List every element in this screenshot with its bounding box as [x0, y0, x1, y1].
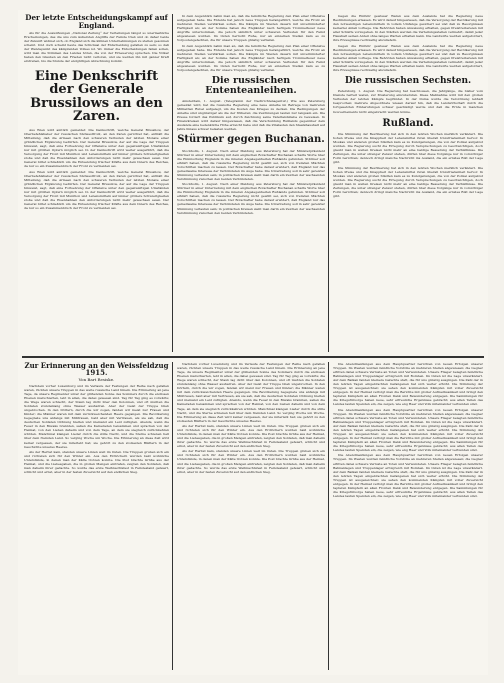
column-middle-bottom: [177, 362, 325, 670]
column-rule: [328, 14, 329, 352]
newspaper-page: [18, 10, 488, 675]
article-paragraph: Stockholm, 1. August. Nach einer Meldung aus Petersburg hat der Ministerpräsident Stürmer in einer Unterredung mit dem englischen Botschafter Buchanan scharfe Worte über die Einmischung Englands in die inneren Angelegenheiten Rußlands gefunden. Stürmer soll erklärt haben, daß die russische Regierung nicht gewillt sei, sich von fremden Mächten Vorschriften machen zu lassen. Der Botschafter habe darauf erwidert, daß England nur das gemeinsame Interesse der Verbündeten im Auge habe. Die Unterredung soll in sehr gereizter Stimmung verlaufen sein; in politischen Kreisen sieht man darin ein Zeichen der wachsenden Verstimmung zwischen den beiden Verbündeten.: [177, 182, 325, 215]
article-body: [177, 149, 325, 215]
article-paragraph: Amsterdam, 1. August. (Telegramm der Nachrichtenagentur.) Wie aus Petersburg gemeldet wird, hat die russische Regierung eine neue Anleihe im Betrage von mehreren Milliarden Rubel aufgelegt, um die Kosten des Krieges zu decken. Die Bedingungen der Anleihe sind ungünstiger als die der früheren; die Zeichnungen laufen nur langsam ein. Die Presse fordert das Publikum auf, durch Zeichnung seine Vaterlandsliebe zu beweisen. In Finanzkreisen wird darauf hingewiesen, daß die Verschuldung Rußlands gegenüber dem Auslande eine bedenkliche Höhe erreicht habe und daß die Zinslasten den Staatshaushalt auf Jahre hinaus schwer belasten werden.: [177, 98, 325, 132]
column-rule: [172, 14, 173, 352]
headline-stuermer-buchanan: Stürmer gegen Buchanan.: [177, 134, 325, 146]
article-paragraph: Als der Herbst kam, standen unsere Linien weit im Osten. Die Truppen gruben sich ein und richteten sich für den Winter ein. Aus den Erdlöchern wurden bald wohnliche Unterstände, in denen man der Kälte trotzen konnte. Die Post brachte Grüße aus der Heimat, und die Liebesgaben, die in großen Mengen eintrafen, zeigten den Soldaten, daß man daheim ihrer gedachte. So wurde das erste Weihnachtsfest in Feindesland gefeiert, schlicht und ernst, aber in der festen Zuversicht auf den endlichen Sieg.: [177, 423, 325, 449]
headline-weissfeldzug: Zur Erinnerung an den Weissfeldzug 1915.: [24, 362, 169, 378]
article-body: [24, 31, 169, 63]
headline-russland: Rußland.: [382, 117, 434, 129]
article-paragraph: Gegen die Einfuhr gewisser Waren aus dem Auslande hat die Regierung neue Bestimmungen erlassen. Es wird darauf hingewiesen, daß die Versorgung der Bevölkerung mit den notwendigen Lebensmitteln in vollem Umfange gesichert sei und daß zu Besorgnissen keinerlei Anlaß vorliege. Die Behörden haben Anweisung erhalten, gegen Preistreibereien mit aller Schärfe vorzugehen. In den Städten werden die Verteilungsstellen vermehrt, damit jeder Haushalt seinen Anteil ohne langes Warten erhalten kann. Die Landwirte werden aufgefordert, ihre Erzeugnisse rechtzeitig abzuliefern.: [333, 14, 483, 43]
article-paragraph: Die Abendmeldungen aus dem Hauptquartier berichten von neuen Erfolgen unserer Truppen. Im Westen wurden feindliche Vorstöße an mehreren Stellen abgewiesen; die Gegner erlitten dabei schwere Verluste an Toten und Verwundeten. Unsere Flieger belegten feindliche Bahnanlagen und Truppenlager erfolgreich mit Bomben. Im Osten ist die Lage unverändert. Auf dem Balkan fanden kleinere Gefechte statt, die für uns günstig ausgingen. Die Zahl der in den letzten Tagen eingebrachten Gefangenen hat sich weiter erhöht. Die Stimmung der Truppen ist ausgezeichnet; sie sehen den kommenden Kämpfen mit voller Zuversicht entgegen. In der Heimat verfolgt man die Berichte mit großer Aufmerksamkeit und bringt den tapferen Kämpfern an allen Fronten Dank und Bewunderung entgegen. Die Sammlungen für die Kriegsfürsorge haben neue, sehr erfreuliche Ergebnisse gebracht; aus allen Teilen des Landes laufen Spenden ein, die zeigen, wie eng Heer und Volk miteinander verbunden sind.: [333, 453, 483, 498]
headline-letzte-entscheidung: Der letzte Entscheidungskampf auf England.: [25, 14, 168, 30]
article-body: [333, 362, 483, 498]
article-body: [333, 14, 483, 72]
article-paragraph: Die Abendmeldungen aus dem Hauptquartier berichten von neuen Erfolgen unserer Truppen. Im Westen wurden feindliche Vorstöße an mehreren Stellen abgewiesen; die Gegner erlitten dabei schwere Verluste an Toten und Verwundeten. Unsere Flieger belegten feindliche Bahnanlagen und Truppenlager erfolgreich mit Bomben. Im Osten ist die Lage unverändert. Auf dem Balkan fanden kleinere Gefechte statt, die für uns günstig ausgingen. Die Zahl der in den letzten Tagen eingebrachten Gefangenen hat sich weiter erhöht. Die Stimmung der Truppen ist ausgezeichnet; sie sehen den kommenden Kämpfen mit voller Zuversicht entgegen. In der Heimat verfolgt man die Berichte mit großer Aufmerksamkeit und bringt den tapferen Kämpfern an allen Fronten Dank und Bewunderung entgegen. Die Sammlungen für die Kriegsfürsorge haben neue, sehr erfreuliche Ergebnisse gebracht; aus allen Teilen des Landes laufen Spenden ein, die zeigen, wie eng Heer und Volk miteinander verbunden sind.: [333, 407, 483, 453]
article-body: [24, 128, 169, 210]
article-paragraph: Als für die Auswirkungen „National Zeitung“ der Verteilungen längst so unermeßliche Erscheinungen, das die uns zum äußersten Angriffe der Feinde trieb und ob daher beide der Zukunft widmet sich, ob England sich die kühnen Unternehmungen zu stellen gesonnen scheint. Und doch scheint heute das Schicksal der Entscheidung gefallen zu sein; so daß der Wendepunkt des kämpfenden Volkes ist. Wo immer die Entscheidungen fallen sollen, wird man die Stimmen des Landes hören, die von der Erneuerung sprechen. Die Völker haben den Glauben an den Frieden nicht verloren, und sie werden ihn mit ganzer Kraft erstreben, bis die Stunde der endgültigen Abrechnung kommt.: [24, 31, 169, 64]
article-body: [177, 362, 325, 474]
column-rule: [172, 362, 173, 670]
headline-ententeanleihen: Die russischen Ententeanleihen.: [205, 74, 297, 96]
article-paragraph: In dem Augenblick nahm man an, daß die feindliche Regierung den Plan einer Offensive aufgegeben habe. Die Entente hat jedoch neue Truppen herangeführt, welche die Front an mehreren Stellen verstärken sollen. Die Kämpfe im Westen dauern mit unverminderter Heftigkeit an; an der Somme haben die Engländer nach heftigem Trommelfeuer neue Angriffe unternommen, die jedoch sämtlich unter schweren Verlusten für den Feind abgewiesen wurden. Im Osten herrscht Ruhe, nur an einzelnen Stellen kam es zu Vorpostengefechten, die für unsere Truppen günstig verliefen.: [177, 43, 325, 72]
article-paragraph: Als der Herbst kam, standen unsere Linien weit im Osten. Die Truppen gruben sich ein und richteten sich für den Winter ein. Aus den Erdlöchern wurden bald wohnliche Unterstände, in denen man der Kälte trotzen konnte. Die Post brachte Grüße aus der Heimat, und die Liebesgaben, die in großen Mengen eintrafen, zeigten den Soldaten, daß man daheim ihrer gedachte. So wurde das erste Weihnachtsfest in Feindesland gefeiert, schlicht und ernst, aber in der festen Zuversicht auf den endlichen Sieg.: [24, 449, 169, 475]
column-left-top: [24, 14, 169, 352]
article-body: [333, 89, 483, 113]
column-middle-top: [177, 14, 325, 352]
article-paragraph: Stockholm, 1. August. Nach einer Meldung aus Petersburg hat der Ministerpräsident Stürmer in einer Unterredung mit dem englischen Botschafter Buchanan scharfe Worte über die Einmischung Englands in die inneren Angelegenheiten Rußlands gefunden. Stürmer soll erklärt haben, daß die russische Regierung nicht gewillt sei, sich von fremden Mächten Vorschriften machen zu lassen. Der Botschafter habe darauf erwidert, daß England nur das gemeinsame Interesse der Verbündeten im Auge habe. Die Unterredung soll in sehr gereizter Stimmung verlaufen sein; in politischen Kreisen sieht man darin ein Zeichen der wachsenden Verstimmung zwischen den beiden Verbündeten.: [177, 148, 325, 181]
headline-denkschrift: Eine Denkschrift der Generale Brussilows an den Zaren.: [30, 68, 163, 125]
article-body: [333, 132, 483, 198]
article-paragraph: Nachdem vorher Luxemburg und im Verlaufe der Festungen der Reihe nach gefallen waren, rückten unsere Truppen in das weite russische Land hinein. Die Erinnerung an jene Tage, da unsere Regimenter unter der glühenden Sonne des Sommers durch die endlosen Ebenen marschierten, lebt in allen, die dabei gewesen sind. Tag für Tag ging es vorwärts; die Wege waren schlecht, der Staub lag dicht über den Kolonnen, und oft mußten die Soldaten stundenlang ohne Wasser ausharren. Aber der Geist der Truppe blieb ungebrochen. In den Dörfern, durch die wir zogen, fanden wir meist nur Frauen und Kinder; die Männer waren mit dem zurückweichenden Heere gegangen. Die Bevölkerung begegnete uns anfangs mit Mißtrauen, bald aber mit Vertrauen, als sie sah, daß die deutschen Soldaten Ordnung hielten und niemand ein Leid zufügten. Abends, wenn die Feuer in den Biwaks brannten, saßen die Kameraden beisammen und sprachen von der Heimat, von den Lieben daheim und von dem Tage, an dem sie siegreich zurückkehren würden. Manchmal klangen Lieder durch die stille Nacht, und die Sterne schienen hell über dem fremden Land. So verging Woche um Woche. Die Erinnerung an diese Zeit wird keiner vergessen, der sie miterlebt hat; sie gehört zu den stolzesten Blättern in der Geschichte unseres Heeres.: [24, 383, 169, 449]
headline-russischen-sechsten: Die russischen Sechsten.: [344, 75, 472, 86]
article-paragraph: Die Abendmeldungen aus dem Hauptquartier berichten von neuen Erfolgen unserer Truppen. Im Westen wurden feindliche Vorstöße an mehreren Stellen abgewiesen; die Gegner erlitten dabei schwere Verluste an Toten und Verwundeten. Unsere Flieger belegten feindliche Bahnanlagen und Truppenlager erfolgreich mit Bomben. Im Osten ist die Lage unverändert. Auf dem Balkan fanden kleinere Gefechte statt, die für uns günstig ausgingen. Die Zahl der in den letzten Tagen eingebrachten Gefangenen hat sich weiter erhöht. Die Stimmung der Truppen ist ausgezeichnet; sie sehen den kommenden Kämpfen mit voller Zuversicht entgegen. In der Heimat verfolgt man die Berichte mit großer Aufmerksamkeit und bringt den tapferen Kämpfern an allen Fronten Dank und Bewunderung entgegen. Die Sammlungen für die Kriegsfürsorge haben neue, sehr erfreuliche Ergebnisse gebracht; aus allen Teilen des Landes laufen Spenden ein, die zeigen, wie eng Heer und Volk miteinander verbunden sind.: [333, 362, 483, 407]
byline: Von Bart Resiske.: [78, 376, 115, 382]
article-paragraph: Gegen die Einfuhr gewisser Waren aus dem Auslande hat die Regierung neue Bestimmungen erlassen. Es wird darauf hingewiesen, daß die Versorgung der Bevölkerung mit den notwendigen Lebensmitteln in vollem Umfange gesichert sei und daß zu Besorgnissen keinerlei Anlaß vorliege. Die Behörden haben Anweisung erhalten, gegen Preistreibereien mit aller Schärfe vorzugehen. In den Städten werden die Verteilungsstellen vermehrt, damit jeder Haushalt seinen Anteil ohne langes Warten erhalten kann. Die Landwirte werden aufgefordert, ihre Erzeugnisse rechtzeitig abzuliefern.: [333, 43, 483, 72]
article-paragraph: Die Stimmung der Bevölkerung hat sich in den letzten Wochen merklich verändert. Die hohen Preise und die Knappheit der Lebensmittel rufen überall Unzufriedenheit hervor. In Moskau und anderen großen Städten kam es zu Kundgebungen, die von der Polizei aufgelöst wurden. Die Regierung sucht die Erregung durch Versprechungen zu beschwichtigen, doch glaubt man in weiten Kreisen nicht mehr an eine baldige Besserung der Verhältnisse. Die Zeitungen, die unter strenger Zensur stehen, dürfen über diese Vorgänge nur in vorsichtiger Form berichten; dennoch dringt manche Nachricht ins Ausland, die ein ernstes Bild der Lage gibt.: [333, 132, 483, 165]
article-paragraph: In dem Augenblick nahm man an, daß die feindliche Regierung den Plan einer Offensive aufgegeben habe. Die Entente hat jedoch neue Truppen herangeführt, welche die Front an mehreren Stellen verstärken sollen. Die Kämpfe im Westen dauern mit unverminderter Heftigkeit an; an der Somme haben die Engländer nach heftigem Trommelfeuer neue Angriffe unternommen, die jedoch sämtlich unter schweren Verlusten für den Feind abgewiesen wurden. Im Osten herrscht Ruhe, nur an einzelnen Stellen kam es zu Vorpostengefechten, die für unsere Truppen günstig verliefen.: [177, 14, 325, 43]
section-divider: [22, 356, 484, 358]
article-body: [24, 384, 169, 474]
column-right-bottom: [333, 362, 483, 670]
article-paragraph: Aus Wien wird amtlich gemeldet: Die Denkschrift, welche General Brussilow, der Oberbefehlshaber der russischen Südwestfront, an den Zaren gerichtet hat, enthält die Mitteilung, daß die Armeen nach den schweren Verlusten der letzten Monate einer gründlichen Ergänzung bedürfen. Der General Brussilow, der auf die Lage der Truppen hinweist, sagt, daß eine Fortsetzung der Offensive unter den gegenwärtigen Umständen nur mit größten Opfern möglich sei. In der Denkschrift wird weiter ausgeführt, daß die Versorgung der Front mit Munition und Lebensmitteln auf immer größere Schwierigkeiten stoße und daß die Eisenbahnen den Anforderungen nicht mehr gewachsen seien. Der General bittet schließlich um die Entsendung frischer Kräfte aus dem Innern des Reiches, da nur so ein Zusammenbruch der Front zu vermeiden sei.: [24, 169, 169, 211]
article-paragraph: Aus Wien wird amtlich gemeldet: Die Denkschrift, welche General Brussilow, der Oberbefehlshaber der russischen Südwestfront, an den Zaren gerichtet hat, enthält die Mitteilung, daß die Armeen nach den schweren Verlusten der letzten Monate einer gründlichen Ergänzung bedürfen. Der General Brussilow, der auf die Lage der Truppen hinweist, sagt, daß eine Fortsetzung der Offensive unter den gegenwärtigen Umständen nur mit größten Opfern möglich sei. In der Denkschrift wird weiter ausgeführt, daß die Versorgung der Front mit Munition und Lebensmitteln auf immer größere Schwierigkeiten stoße und daß die Eisenbahnen den Anforderungen nicht mehr gewachsen seien. Der General bittet schließlich um die Entsendung frischer Kräfte aus dem Innern des Reiches, da nur so ein Zusammenbruch der Front zu vermeiden sei.: [24, 128, 169, 169]
article-paragraph: Nachdem vorher Luxemburg und im Verlaufe der Festungen der Reihe nach gefallen waren, rückten unsere Truppen in das weite russische Land hinein. Die Erinnerung an jene Tage, da unsere Regimenter unter der glühenden Sonne des Sommers durch die endlosen Ebenen marschierten, lebt in allen, die dabei gewesen sind. Tag für Tag ging es vorwärts; die Wege waren schlecht, der Staub lag dicht über den Kolonnen, und oft mußten die Soldaten stundenlang ohne Wasser ausharren. Aber der Geist der Truppe blieb ungebrochen. In den Dörfern, durch die wir zogen, fanden wir meist nur Frauen und Kinder; die Männer waren mit dem zurückweichenden Heere gegangen. Die Bevölkerung begegnete uns anfangs mit Mißtrauen, bald aber mit Vertrauen, als sie sah, daß die deutschen Soldaten Ordnung hielten und niemand ein Leid zufügten. Abends, wenn die Feuer in den Biwaks brannten, saßen die Kameraden beisammen und sprachen von der Heimat, von den Lieben daheim und von dem Tage, an dem sie siegreich zurückkehren würden. Manchmal klangen Lieder durch die stille Nacht, und die Sterne schienen hell über dem fremden Land. So verging Woche um Woche. Die Erinnerung an diese Zeit wird keiner vergessen, der sie miterlebt hat; sie gehört zu den stolzesten Blättern in der Geschichte unseres Heeres.: [177, 362, 325, 423]
column-left-bottom: [24, 362, 169, 670]
article-body: [177, 14, 325, 72]
article-paragraph: Die Stimmung der Bevölkerung hat sich in den letzten Wochen merklich verändert. Die hohen Preise und die Knappheit der Lebensmittel rufen überall Unzufriedenheit hervor. In Moskau und anderen großen Städten kam es zu Kundgebungen, die von der Polizei aufgelöst wurden. Die Regierung sucht die Erregung durch Versprechungen zu beschwichtigen, doch glaubt man in weiten Kreisen nicht mehr an eine baldige Besserung der Verhältnisse. Die Zeitungen, die unter strenger Zensur stehen, dürfen über diese Vorgänge nur in vorsichtiger Form berichten; dennoch dringt manche Nachricht ins Ausland, die ein ernstes Bild der Lage gibt.: [333, 165, 483, 198]
article-paragraph: Petersburg, 1. August. Die Regierung hat beschlossen, die Jahrgänge, die bisher vom Dienste befreit waren, zur Musterung einzuberufen. Diese Maßnahme wird mit den großen Verlusten der letzten Kämpfe begründet. In der Duma wurde die Verordnung lebhaft besprochen; mehrere Abgeordnete wiesen darauf hin, daß die Landwirtschaft durch die fortgesetzten Einberufungen schwer geschädigt werde und daß die Ernte in manchen Gouvernements nicht eingebracht werden könne.: [333, 89, 483, 114]
article-paragraph: Als der Herbst kam, standen unsere Linien weit im Osten. Die Truppen gruben sich ein und richteten sich für den Winter ein. Aus den Erdlöchern wurden bald wohnliche Unterstände, in denen man der Kälte trotzen konnte. Die Post brachte Grüße aus der Heimat, und die Liebesgaben, die in großen Mengen eintrafen, zeigten den Soldaten, daß man daheim ihrer gedachte. So wurde das erste Weihnachtsfest in Feindesland gefeiert, schlicht und ernst, aber in der festen Zuversicht auf den endlichen Sieg.: [177, 449, 325, 474]
column-right-top: [333, 14, 483, 352]
article-body: [177, 99, 325, 131]
column-rule: [328, 362, 329, 670]
